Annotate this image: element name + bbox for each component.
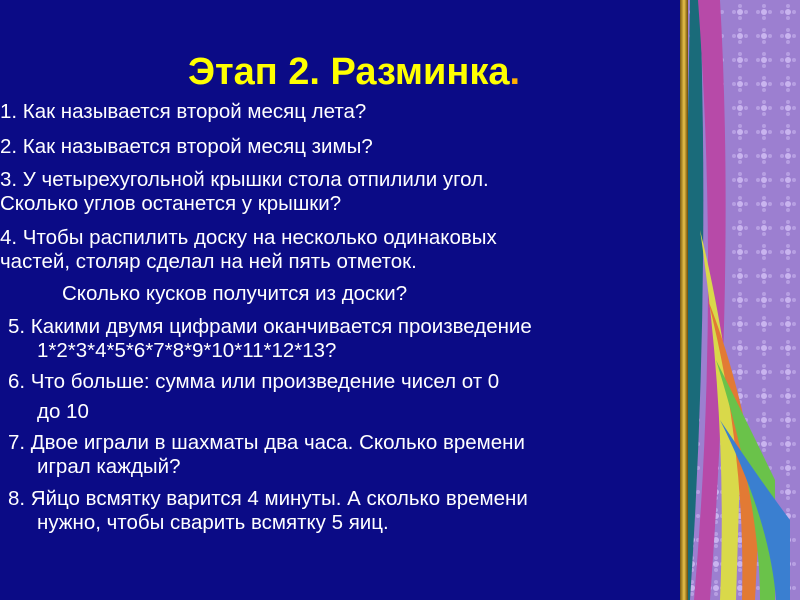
question-1: 1. Как называется второй месяц лета?: [0, 100, 367, 123]
decorative-curtain: [680, 0, 800, 600]
question-4-line-3: Сколько кусков получится из доски?: [62, 282, 408, 305]
title-text: Этап 2. Разминка: [188, 51, 510, 93]
question-7-line-1: 7. Двое играли в шахматы два часа. Сколько времени: [8, 431, 525, 454]
question-5-line-2: 1*2*3*4*5*6*7*8*9*10*11*12*13?: [37, 339, 337, 362]
question-4-line-1: 4. Чтобы распилить доску на несколько одинаковых: [0, 226, 497, 249]
question-2: 2. Как называется второй месяц зимы?: [0, 135, 373, 158]
question-6-line-2: до 10: [37, 400, 89, 423]
question-6-line-1: 6. Что больше: сумма или произведение чисел от 0: [8, 370, 500, 393]
question-8-line-2: нужно, чтобы сварить всмятку 5 яиц.: [37, 511, 389, 534]
question-5-line-1: 5. Какими двумя цифрами оканчивается произведение: [8, 315, 532, 338]
question-4-line-2: частей, столяр сделал на ней пять отметок.: [0, 250, 417, 273]
question-8-line-1: 8. Яйцо всмятку варится 4 минуты. А сколько времени: [8, 487, 528, 510]
question-3-line-1: 3. У четырехугольной крышки стола отпилили угол.: [0, 168, 489, 191]
question-3-line-2: Сколько углов останется у крышки?: [0, 192, 342, 215]
title-dot: .: [509, 51, 521, 93]
slide-title: [188, 50, 520, 94]
question-7-line-2: играл каждый?: [37, 455, 181, 478]
